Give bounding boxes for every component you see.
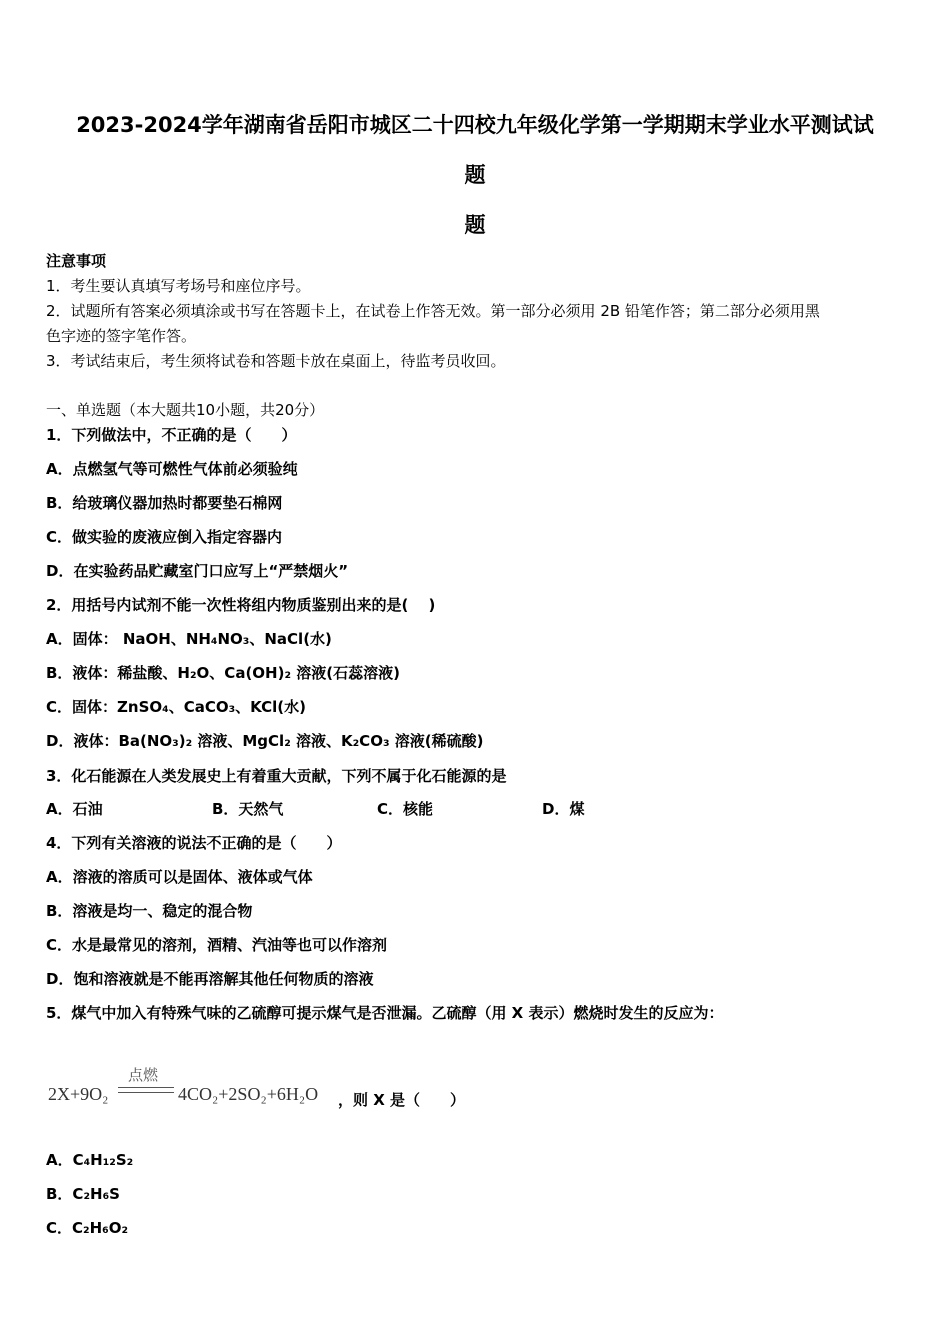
option: B．液体：稀盐酸、H₂O、Ca(OH)₂ 溶液(石蕊溶液)	[46, 664, 400, 682]
option: C．固体：ZnSO₄、CaCO₃、KCl(水)	[46, 698, 306, 716]
equation-reactants: 2X+9O₂	[48, 1084, 109, 1104]
option: A．溶液的溶质可以是固体、液体或气体	[46, 868, 313, 886]
option: A．石油	[46, 800, 103, 818]
question-stem: 2．用括号内试剂不能一次性将组内物质鉴别出来的是( )	[46, 596, 436, 614]
option: A．固体： NaOH、NH₄NO₃、NaCl(水)	[46, 630, 332, 648]
equation-products: 4CO₂+2SO₂+6H₂O	[178, 1084, 319, 1104]
option: D．煤	[542, 800, 585, 818]
notice-item: 3．考试结束后，考生须将试卷和答题卡放在桌面上，待监考员收回。	[46, 352, 506, 370]
notice-item: 色字迹的签字笔作答。	[46, 327, 197, 345]
option: D．在实验药品贮藏室门口应写上“严禁烟火”	[46, 562, 349, 580]
option: B．C₂H₆S	[46, 1185, 120, 1203]
option: C．水是最常见的溶剂，酒精、汽油等也可以作溶剂	[46, 936, 388, 954]
page-title-cont: 题	[464, 213, 486, 237]
notice-item: 1．考生要认真填写考场号和座位序号。	[46, 277, 311, 295]
equation-condition: 点燃	[128, 1066, 159, 1084]
question-stem: 1．下列做法中，不正确的是（ ）	[46, 426, 297, 444]
notice-item: 2．试题所有答案必须填涂或书写在答题卡上，在试卷上作答无效。第一部分必须用 2B 铅笔作答；第二部分必须用黑	[46, 302, 820, 320]
question-stem: 3．化石能源在人类发展史上有着重大贡献，下列不属于化石能源的是	[46, 767, 507, 785]
option: D．液体：Ba(NO₃)₂ 溶液、MgCl₂ 溶液、K₂CO₃ 溶液(稀硫酸)	[46, 732, 484, 750]
option: D．饱和溶液就是不能再溶解其他任何物质的溶液	[46, 970, 374, 988]
question-tail: ，则 X 是（ ）	[338, 1091, 466, 1109]
question-stem: 5．煤气中加入有特殊气味的乙硫醇可提示煤气是否泄漏。乙硫醇（用 X 表示）燃烧时发生的反应为：	[46, 1004, 724, 1022]
notice-heading: 注意事项	[46, 252, 107, 270]
question-stem: 4．下列有关溶液的说法不正确的是（ ）	[46, 834, 342, 852]
option: B．天然气	[212, 800, 284, 818]
option: B．溶液是均一、稳定的混合物	[46, 902, 253, 920]
option: A．C₄H₁₂S₂	[46, 1151, 134, 1169]
page-title: 2023-2024学年湖南省岳阳市城区二十四校九年级化学第一学期期末学业水平测试试	[76, 113, 874, 137]
equation-equals-sign	[118, 1087, 174, 1093]
option: B．给玻璃仪器加热时都要垫石棉网	[46, 494, 283, 512]
option: C．核能	[377, 800, 434, 818]
option: C．做实验的废液应倒入指定容器内	[46, 528, 283, 546]
section-heading: 一、单选题（本大题共10小题，共20分）	[46, 401, 325, 419]
option: C．C₂H₆O₂	[46, 1219, 129, 1237]
option: A．点燃氢气等可燃性气体前必须验纯	[46, 460, 298, 478]
page-title-cont: 题	[464, 163, 486, 187]
